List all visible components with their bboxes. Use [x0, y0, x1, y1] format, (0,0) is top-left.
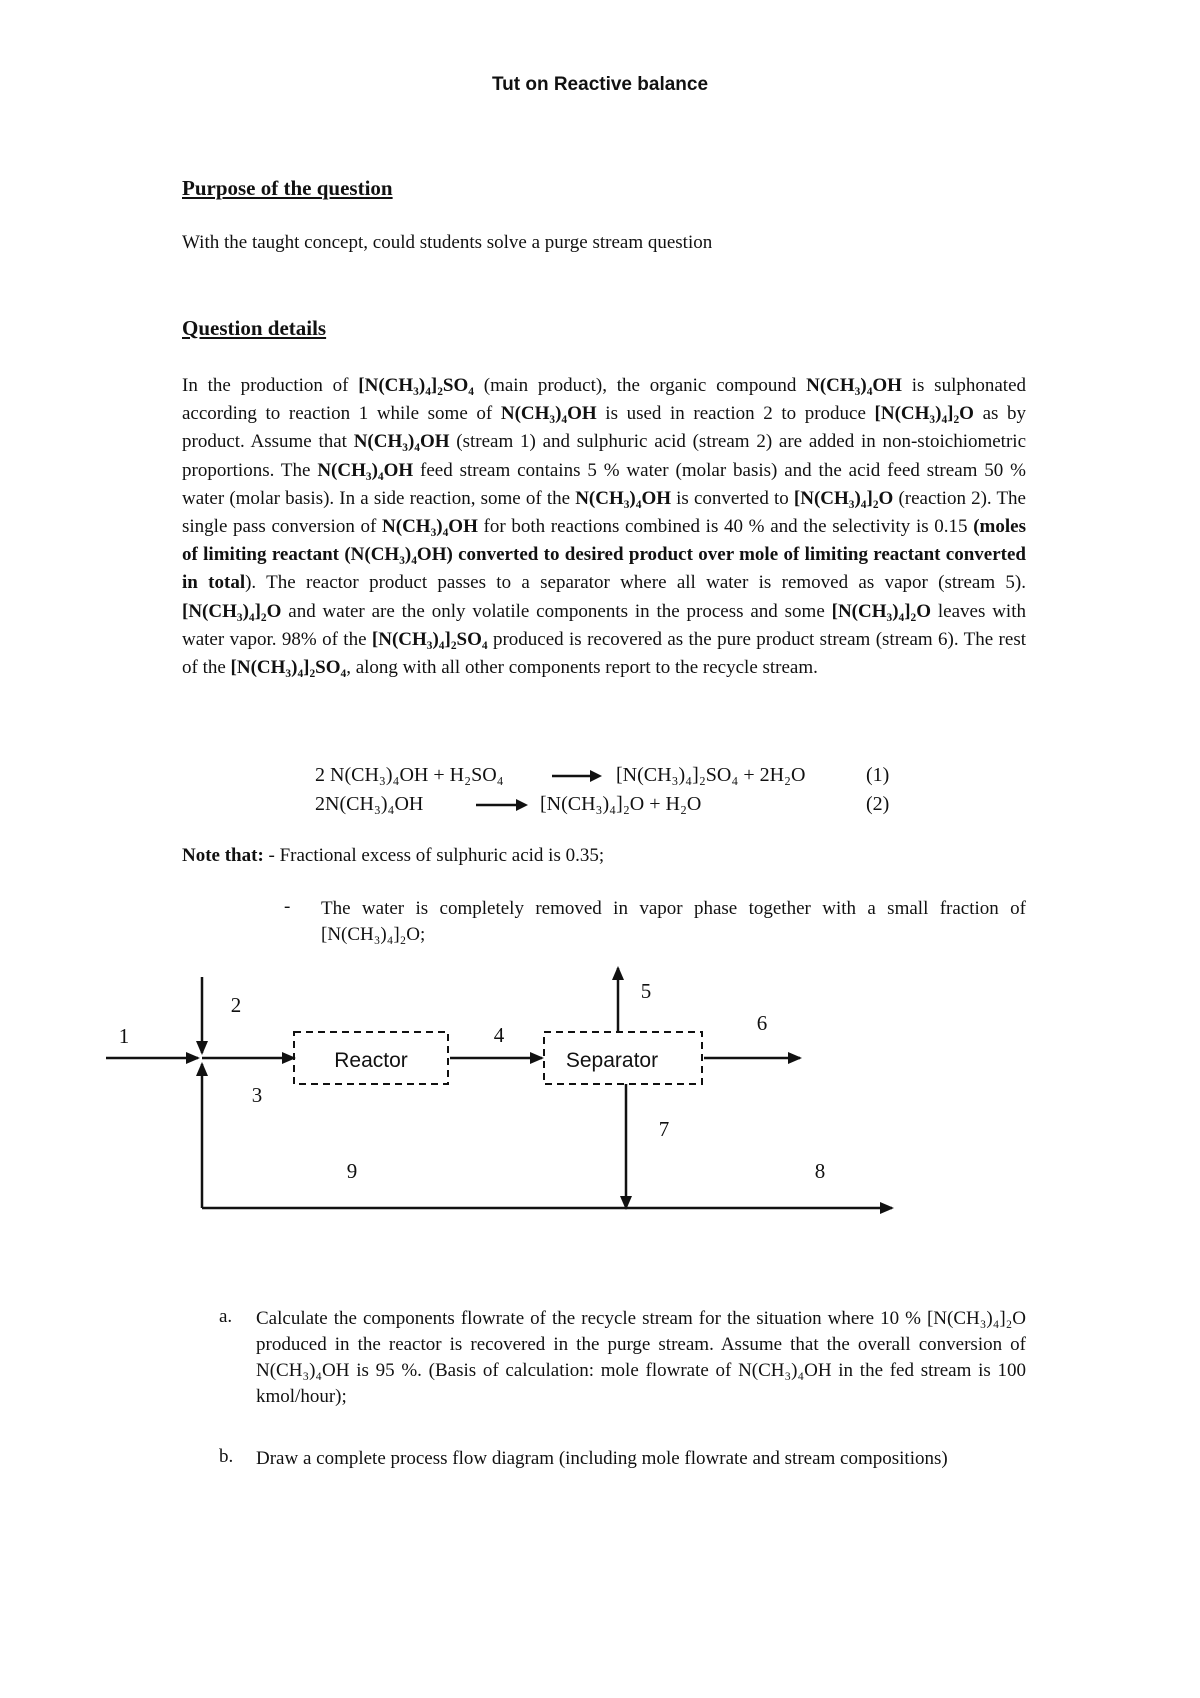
purpose-heading: Purpose of the question — [182, 176, 393, 200]
text-run: (main product), the organic compound — [473, 375, 807, 396]
text-run: (reaction 2). The single pass conversion of — [182, 487, 1026, 538]
stream-label-1: 1 — [118, 1024, 130, 1048]
text-run: is converted to — [671, 487, 794, 509]
formula: [N(CH₃)₄]₂SO₄ — [371, 628, 488, 650]
text-run: is used in reaction 2 to produce — [596, 403, 875, 425]
text-run: In the production of — [182, 375, 359, 396]
stream-label-3: 3 — [251, 1083, 263, 1107]
formula: [N(CH₃)₄]₂SO₄ — [230, 657, 347, 679]
text-run: for both reactions combined is 40 % and the selectivity is 0.15 — [477, 516, 974, 538]
note-item-2: The water is completely removed in vapor phase together with a small fraction of [N(CH₃)₄]₂O; — [321, 898, 1026, 945]
note-item-2-dash: - — [284, 896, 291, 917]
note-item-1: - Fractional excess of sulphuric acid is 0.35; — [263, 845, 605, 866]
equation-1-number: (1) — [866, 764, 890, 786]
formula: N(CH₃)₄OH — [317, 459, 414, 481]
note-line — [182, 845, 1026, 867]
formula: [N(CH₃)₄]₂SO₄ — [358, 375, 474, 396]
reactor-label: Reactor — [334, 1049, 408, 1072]
question-a-text: Calculate the components flowrate of the recycle stream for the situation where 10 % [N(CH₃)₄]₂O produced in the reactor is recovered in the purge stream. Assume that the overall conversion of N(CH₃)₄OH is 95 %. (Basis of calculation: mole flowrate of N(CH₃)₄OH in the fed stream is 100 kmol/hour); — [256, 1308, 1026, 1407]
details-heading: Question details — [182, 316, 327, 340]
stream-label-4: 4 — [493, 1023, 505, 1047]
equation-1-arrow — [550, 767, 604, 785]
formula: [N(CH₃)₄]₂O — [182, 600, 282, 622]
question-b-marker: b. — [219, 1446, 234, 1467]
text-run: (stream 1) and sulphuric acid (stream 2) are added in non-stoichiometric proportions. The — [182, 431, 1027, 481]
stream-label-9: 9 — [346, 1159, 358, 1183]
text-run: as by product. Assume that — [182, 403, 1027, 453]
formula: N(CH₃)₄OH — [575, 487, 672, 509]
selectivity-definition: (moles of limiting reactant (N(CH₃)₄OH) converted to desired product over mole of limiting reactant converted in total — [182, 516, 1026, 594]
note-label: Note that: — [182, 845, 264, 866]
formula: [N(CH₃)₄]₂O — [793, 487, 894, 509]
stream-label-6: 6 — [756, 1011, 768, 1035]
text-run: ). The reactor product passes to a separator where all water is removed as vapor (stream 5). — [245, 572, 1027, 594]
question-b-text: Draw a complete process flow diagram (including mole flowrate and stream compositions) — [256, 1448, 948, 1469]
purpose-text: With the taught concept, could students solve a purge stream question — [182, 232, 713, 253]
text-run: produced is recovered as the pure product stream (stream 6). The rest of the — [182, 628, 1026, 679]
text-run: leaves with water vapor. 98% of the — [182, 600, 1026, 650]
equation-1-right: [N(CH₃)₄]₂SO₄ + 2H₂O — [616, 764, 806, 786]
text-run: and water are the only volatile components in the process and some — [281, 600, 832, 622]
formula: N(CH₃)₄OH — [353, 431, 450, 453]
text-run: , along with all other components report to the recycle stream. — [346, 657, 818, 679]
equation-2-right: [N(CH₃)₄]₂O + H₂O — [540, 793, 702, 815]
equation-2-number: (2) — [866, 793, 890, 815]
formula: N(CH₃)₄OH — [382, 516, 478, 538]
stream-label-2: 2 — [230, 993, 242, 1017]
process-flow-diagram — [0, 960, 1200, 1220]
equation-1-left: 2 N(CH₃)₄OH + H₂SO₄ — [315, 764, 504, 786]
formula: [N(CH₃)₄]₂O — [874, 403, 974, 425]
equation-2-left: 2N(CH₃)₄OH — [315, 793, 424, 815]
equation-2-arrow — [474, 796, 530, 814]
separator-label: Separator — [565, 1049, 659, 1072]
question-details-paragraph — [182, 372, 1026, 682]
formula: N(CH₃)₄OH — [500, 403, 597, 425]
document-title: Tut on Reactive balance — [491, 74, 709, 95]
formula: [N(CH₃)₄]₂O — [831, 600, 932, 622]
stream-label-7: 7 — [658, 1117, 670, 1141]
formula: N(CH₃)₄OH — [806, 375, 902, 396]
stream-label-8: 8 — [814, 1159, 826, 1183]
text-run: feed stream contains 5 % water (molar basis) and the acid feed stream 50 % water (molar basis). In a side reaction, some of the — [182, 459, 1026, 509]
question-a-marker: a. — [219, 1306, 233, 1327]
stream-label-5: 5 — [640, 979, 652, 1003]
text-run: is sulphonated according to reaction 1 while some of — [182, 375, 1026, 425]
